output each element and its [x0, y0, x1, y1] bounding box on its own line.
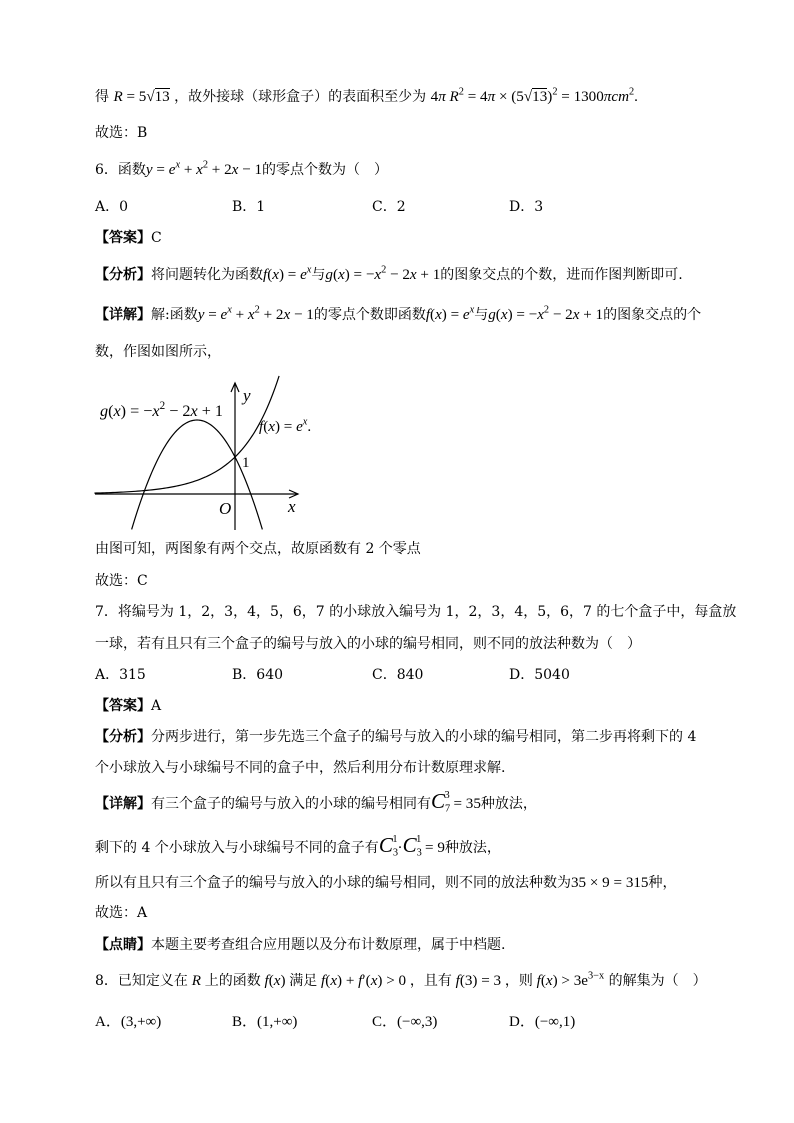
- q7-option-d: D．5040: [509, 667, 570, 683]
- math-run: x: [330, 973, 338, 989]
- q8-options: [0, 1012, 794, 1032]
- text-run: 解:函数: [151, 307, 198, 323]
- math-run: x: [273, 973, 281, 989]
- text-run: ，故外接球（球形盒子）的表面积至少为: [169, 89, 431, 105]
- parabola-curve: [132, 420, 263, 529]
- math-run: R: [187, 973, 205, 989]
- math-run: 2: [543, 304, 550, 316]
- math-run: √: [523, 89, 533, 105]
- text-run: 有三个盒子的编号与放入的小球的编号相同有: [151, 796, 431, 812]
- math-run: ) = −: [507, 307, 538, 323]
- math-run: x: [306, 264, 312, 276]
- math-run: x: [572, 307, 580, 323]
- math-run: x: [272, 267, 279, 283]
- math-run: f: [317, 973, 326, 989]
- math-run: g: [488, 307, 496, 323]
- text-run: ，则: [504, 973, 533, 989]
- math-run: 2: [628, 86, 635, 98]
- math-run: 3−x: [588, 970, 605, 982]
- math-run: 3: [392, 847, 399, 859]
- q6-option-a: A．0: [95, 199, 129, 215]
- q7-choice: 故选：A: [95, 905, 148, 921]
- math-run: 2: [381, 264, 387, 276]
- math-run: ) +: [337, 973, 359, 989]
- math-run: 1: [392, 834, 398, 846]
- math-run: e: [168, 162, 176, 178]
- q8-stem: [95, 971, 707, 991]
- math-run: x: [268, 419, 275, 435]
- math-run: 1: [416, 834, 422, 846]
- math-run: − 1: [238, 162, 263, 178]
- origin-label: O: [219, 499, 232, 518]
- math-run: ): [280, 973, 290, 989]
- math-run: ) = −: [120, 402, 153, 420]
- q6-option-d: D．3: [509, 199, 544, 215]
- math-run: ) =: [274, 419, 297, 435]
- text-run: 上的函数: [204, 973, 261, 989]
- x-axis-label: x: [288, 497, 296, 516]
- math-run: +: [180, 162, 197, 178]
- section-tag: 【详解】: [95, 307, 151, 323]
- math-run: 2: [458, 86, 464, 98]
- text-run: 8．已知定义在: [95, 973, 188, 989]
- math-run: + 2: [259, 307, 284, 323]
- exp-curve: [94, 376, 279, 493]
- math-run: (: [108, 402, 114, 420]
- q6-detail-line-1: [95, 305, 701, 325]
- math-run: x: [190, 402, 198, 420]
- math-run: π R: [438, 89, 459, 105]
- math-run: ) =: [441, 307, 463, 323]
- math-run: f: [260, 973, 269, 989]
- math-run: f: [532, 973, 541, 989]
- math-run: x: [227, 304, 232, 316]
- text-run: 满足: [289, 973, 318, 989]
- math-run: f: [425, 307, 431, 323]
- text-run: 本题主要考查组合应用题以及分布计数原理，属于中档题.: [151, 937, 506, 953]
- q7-answer: [95, 696, 161, 716]
- text-run: 得: [95, 89, 114, 105]
- math-run: g: [325, 267, 333, 283]
- math-run: f: [259, 419, 264, 435]
- math-run: − 1: [290, 307, 314, 323]
- q5-choice: 故选：B: [95, 125, 148, 141]
- math-run: x: [435, 307, 442, 323]
- q6-stem: [95, 160, 388, 180]
- math-run: + 1: [579, 307, 604, 323]
- math-run: .: [307, 419, 312, 435]
- math-run: +: [231, 307, 248, 323]
- math-run: x: [545, 973, 553, 989]
- math-run: = 1300: [557, 89, 604, 105]
- y-intercept-label: 1: [242, 455, 250, 471]
- math-run: ) > 0: [377, 973, 410, 989]
- math-run: C: [402, 833, 417, 857]
- section-tag: 【详解】: [95, 796, 151, 812]
- math-run: (3) = 3: [459, 973, 505, 989]
- math-run: ) = −: [344, 267, 375, 283]
- text-run: 分两步进行，第一步先选三个盒子的编号与放入的小球的编号相同，第二步再将剩下的 4: [151, 729, 697, 745]
- math-run: x: [370, 973, 378, 989]
- math-run: e: [296, 419, 303, 435]
- q6-choice: 故选：C: [95, 573, 148, 589]
- math-run: ) > 3e: [552, 973, 588, 989]
- q7-detail-line-2: [95, 833, 501, 859]
- math-run: x: [231, 162, 239, 178]
- math-run: e: [300, 267, 307, 283]
- text-run: 个小球放入与小球编号不同的盒子中，然后利用分布计数原理求解.: [95, 760, 506, 776]
- q6-analysis: [95, 265, 683, 285]
- q6-option-b: B．1: [232, 199, 266, 215]
- math-run: .: [634, 89, 638, 105]
- math-run: 4: [430, 89, 439, 105]
- math-run: 13: [532, 89, 548, 105]
- math-run: x: [152, 402, 160, 420]
- math-run: 7: [445, 803, 451, 815]
- math-run: e: [462, 307, 470, 323]
- math-run: e: [220, 307, 228, 323]
- text-run: 种放法，: [444, 840, 501, 856]
- q7-option-b: B．640: [232, 667, 284, 683]
- section-tag: 【分析】: [95, 267, 151, 283]
- math-run: x: [469, 304, 475, 316]
- math-run: y: [145, 162, 153, 178]
- q7-options: [0, 665, 794, 685]
- math-run: ·: [397, 840, 403, 856]
- q7-comment: [95, 935, 505, 955]
- math-run: + 1: [197, 402, 223, 420]
- math-run: + 1: [416, 267, 441, 283]
- q7-detail-line-3: [95, 873, 676, 893]
- math-run: C: [378, 833, 393, 857]
- math-run: x: [500, 307, 508, 323]
- section-tag: 【分析】: [95, 729, 151, 745]
- text-run: 的零点个数为（ ）: [262, 162, 389, 178]
- math-run: 2: [202, 159, 209, 171]
- section-tag: 【点睛】: [95, 937, 151, 953]
- exp-label: [259, 417, 311, 437]
- math-run: 35 × 9 = 315: [571, 875, 649, 891]
- math-run: 2: [254, 304, 260, 316]
- text-run: 种，: [648, 875, 677, 891]
- math-run: f: [263, 267, 268, 283]
- math-run: ′(: [362, 973, 371, 989]
- math-run: √: [146, 89, 155, 105]
- math-run: − 2: [165, 402, 191, 420]
- math-run: x: [196, 162, 203, 178]
- text-run: A: [151, 698, 162, 714]
- math-run: (: [430, 307, 436, 323]
- math-run: + 2: [208, 162, 232, 178]
- math-run: x: [537, 307, 544, 323]
- math-run: C: [431, 789, 446, 813]
- q6-option-c: C．2: [372, 199, 406, 215]
- text-run: 的图象交点的个: [603, 307, 702, 323]
- text-run: 的解集为（ ）: [604, 973, 707, 989]
- math-run: (: [540, 973, 546, 989]
- q7-stem-line-2: 一球，若有且只有三个盒子的编号与放入的小球的编号相同，则不同的放法种数为（ ）: [95, 636, 641, 652]
- y-axis-label: y: [243, 386, 251, 405]
- math-run: =: [204, 307, 221, 323]
- math-run: × (5: [495, 89, 524, 105]
- math-run: x: [175, 159, 181, 171]
- math-run: 3: [416, 847, 422, 859]
- math-run: = 4: [463, 89, 488, 105]
- math-run: x: [338, 267, 345, 283]
- text-run: 的零点个数即函数: [313, 307, 426, 323]
- q7-stem-line-1: 7．将编号为 1，2，3，4，5，6，7 的小球放入编号为 1，2，3，4，5，6，7 的七个盒子中，每盒放: [95, 604, 737, 620]
- math-run: (: [495, 307, 501, 323]
- math-run: (: [325, 973, 331, 989]
- math-run: R: [113, 89, 123, 105]
- math-run: x: [247, 307, 255, 323]
- math-run: f: [358, 973, 363, 989]
- parabola-label: [100, 401, 223, 421]
- math-run: π: [487, 89, 496, 105]
- text-run: 种放法，: [480, 796, 537, 812]
- math-run: x: [409, 267, 417, 283]
- math-run: 3: [444, 790, 450, 802]
- math-run: = 9: [421, 840, 445, 856]
- q7-option-a: A．315: [95, 667, 146, 683]
- q8-option-b: B．(1,+∞): [232, 1014, 298, 1030]
- q5-solution-line: [95, 87, 638, 107]
- q7-analysis-line-1: [95, 727, 696, 747]
- math-run: − 2: [386, 267, 410, 283]
- q7-analysis-line-2: [95, 758, 505, 778]
- math-run: x: [302, 416, 308, 428]
- text-run: 6．函数: [95, 162, 146, 178]
- text-run: ，且有: [409, 973, 452, 989]
- q7-detail-line-1: [95, 789, 537, 815]
- q8-option-c: C．(−∞,3): [372, 1014, 438, 1030]
- math-run: (: [332, 267, 339, 283]
- section-tag: 【答案】: [95, 230, 151, 246]
- q6-options: [0, 197, 794, 217]
- q6-conclusion: 由图可知，两图象有两个交点，故原函数有 2 个零点: [95, 541, 421, 557]
- math-run: x: [374, 267, 382, 283]
- text-run: 数，作图如图所示，: [95, 344, 221, 360]
- math-run: πcm: [603, 89, 629, 105]
- math-run: (: [263, 419, 269, 435]
- text-run: 所以有且只有三个盒子的编号与放入的小球的编号相同，则不同的放法种数为: [95, 875, 571, 891]
- text-run: 将问题转化为函数: [151, 267, 263, 283]
- q7-option-c: C．840: [372, 667, 424, 683]
- math-run: y: [197, 307, 205, 323]
- math-run: f: [451, 973, 460, 989]
- math-run: g: [100, 402, 109, 420]
- q8-option-d: D．(−∞,1): [509, 1014, 576, 1030]
- text-run: 与: [474, 307, 489, 323]
- q8-option-a: A．(3,+∞): [95, 1014, 162, 1030]
- text-run: 与: [311, 267, 326, 283]
- q6-detail-line-2: [95, 342, 221, 362]
- math-run: 2: [552, 86, 558, 98]
- math-run: = 5: [122, 89, 147, 105]
- math-run: ): [547, 89, 553, 105]
- math-run: x: [283, 307, 291, 323]
- text-run: 剩下的 4 个小球放入与小球编号不同的盒子有: [95, 840, 379, 856]
- math-run: 13: [154, 89, 170, 105]
- math-run: x: [113, 402, 121, 420]
- q6-answer: [95, 228, 162, 248]
- math-run: − 2: [549, 307, 573, 323]
- section-tag: 【答案】: [95, 698, 151, 714]
- math-run: ) =: [278, 267, 301, 283]
- function-graph: [90, 370, 315, 535]
- text-run: 的图象交点的个数，进而作图判断即可.: [440, 267, 683, 283]
- math-run: 2: [159, 400, 166, 413]
- math-run: = 35: [449, 796, 481, 812]
- text-run: C: [151, 230, 162, 246]
- math-run: (: [268, 973, 274, 989]
- math-run: =: [152, 162, 169, 178]
- math-run: (: [267, 267, 273, 283]
